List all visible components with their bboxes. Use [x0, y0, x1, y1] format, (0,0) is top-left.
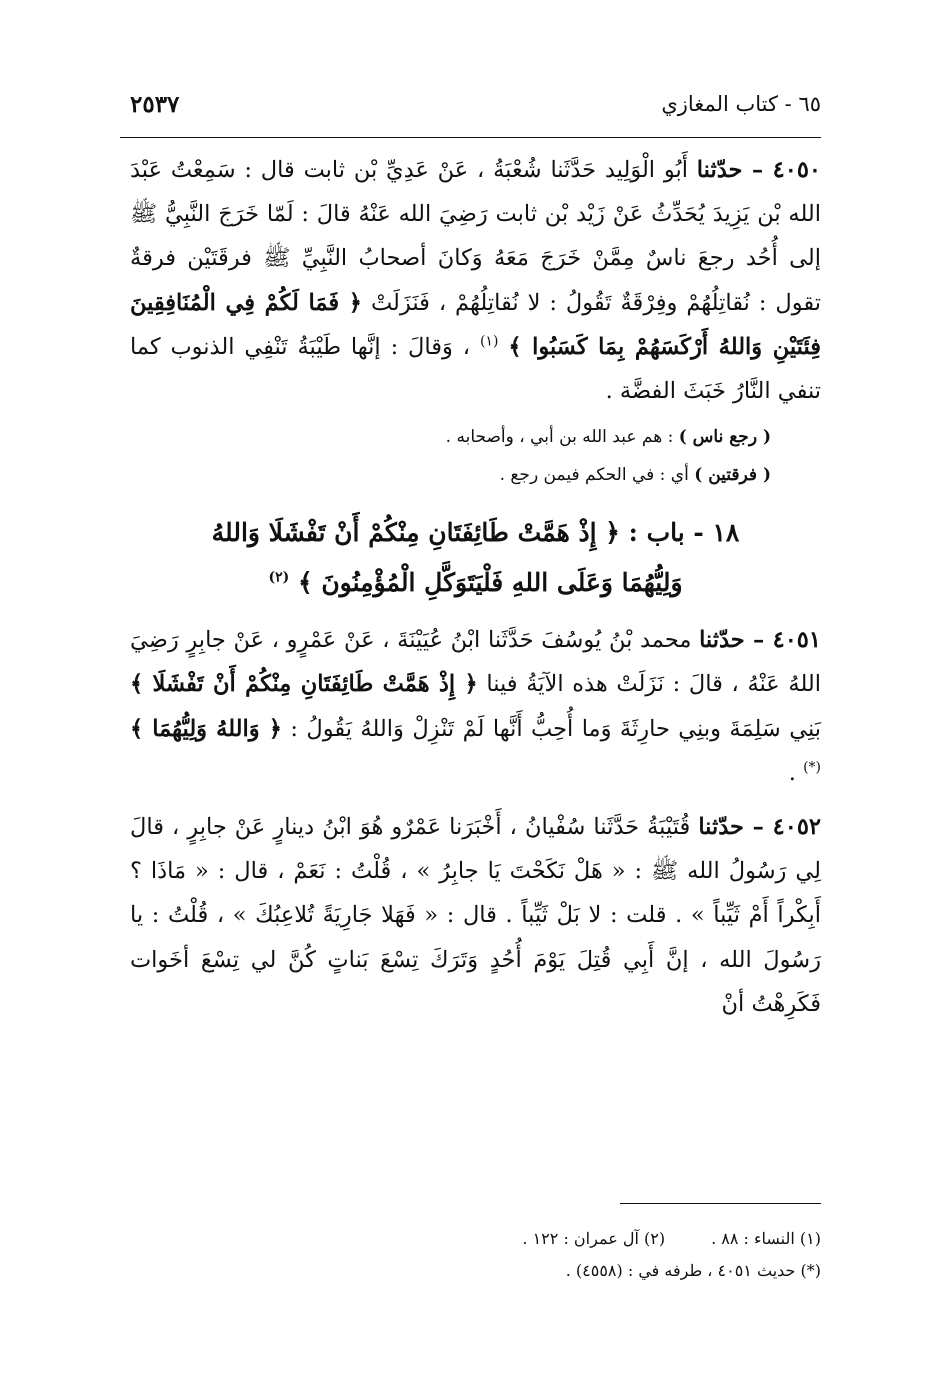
- hadith-text: محمد بْنُ يُوسُفَ حَدَّثَنا ابْنُ عُيَيْنَةَ ، عَنْ عَمْرٍو ، عَنْ جابِرٍ رَضِيَ اللهُ عَنْهُ ، قالَ : نَزَلَتْ هذه الآيَةُ فينا: [130, 627, 821, 698]
- chapter-line-text: وَلِيُّهُمَا وَعَلَى اللهِ فَلْيَتَوَكَّلِ الْمُؤْمِنُونَ ﴾: [297, 568, 683, 598]
- footnote-rule: [620, 1203, 821, 1204]
- hadith-4051: [130, 618, 821, 795]
- hadith-text: ، وَقالَ : إنَّها طَيْبَةُ تَنْفِي الذنوب كما تنفي النَّارُ خَبَثَ الفضَّة .: [130, 333, 821, 405]
- hadith-number: ٤٠٥٠: [772, 157, 821, 183]
- gloss-text: : هم عبد الله بن أبي ، وأصحابه .: [445, 427, 679, 448]
- hadith-4050: [130, 148, 821, 413]
- hadith-dash: –: [744, 627, 773, 654]
- hadith-text: بَنِي سَلِمَةَ وبنِي حارِثَةَ وَما أُحِبُّ أَنَّها لَمْ تَنْزِلْ وَاللهُ يَقُولُ :: [281, 715, 821, 742]
- main-text: [130, 148, 821, 1026]
- chapter-line-2: [130, 558, 821, 608]
- hadith-4052: [130, 805, 821, 1026]
- gloss-note: [130, 463, 771, 488]
- hadith-lead: حدّثنا: [699, 627, 745, 654]
- hadith-dash: –: [743, 814, 773, 841]
- chapter-heading: [130, 508, 821, 608]
- hadith-lead: حدّثنا: [696, 157, 743, 183]
- gloss-term: ( رجع ناس ): [678, 427, 771, 448]
- hadith-text: .: [788, 759, 804, 786]
- footnotes: [300, 1223, 821, 1287]
- footnote-ref: (*): [803, 759, 821, 776]
- hadith-lead: حدّثنا: [698, 814, 744, 841]
- hadith-number: ٤٠٥٢: [772, 814, 821, 841]
- footnote-3: (*) حديث ٤٠٥١ ، طرفه في : (٤٥٥٨) .: [565, 1261, 821, 1280]
- gloss-text: أي : في الحكم فيمن رجع .: [499, 465, 695, 486]
- footnote-1: (١) النساء : ٨٨ .: [711, 1229, 821, 1248]
- footnote-ref: (٢): [268, 569, 290, 586]
- quran-verse: ﴿ إِذْ هَمَّتْ طَائِفَتَانِ مِنْكُمْ أَنْ تَفْشَلَا ﴾: [130, 671, 478, 698]
- page-header: [130, 84, 821, 124]
- footnote-row: [300, 1223, 821, 1255]
- quran-verse: ﴿ فَمَا لَكُمْ فِي الْمُنَافِقِينَ فِئَتَيْنِ وَاللهُ أَرْكَسَهُمْ بِمَا كَسَبُوا ﴾: [130, 289, 821, 360]
- chapter-line: ١٨ - باب : ﴿ إِذْ هَمَّتْ طَائِفَتَانِ مِنْكُمْ أَنْ تَفْشَلَا وَاللهُ: [211, 518, 740, 548]
- gloss-term: ( فرقتين ): [694, 465, 771, 486]
- hadith-text: أَبُو الْوَلِيد حَدَّثَنا شُعْبَةُ ، عَنْ عَدِيِّ بْن ثابت قال : سَمِعْتُ عَبْدَ الله بْن يَزِيدَ يُحَدِّثُ عَنْ زَيْد بْن ثابت رَضِيَ الله عَنْهُ قالَ : لَمّا خَرَجَ النَّبِيُّ ﷺ إلى أُحُد رجعَ ناسٌ مِمَّنْ خَرَجَ مَعَهُ وَكانَ أصحابُ النَّبِيِّ ﷺ فرقَتَيْن فرقةٌ تقول : نُقاتِلُهُمْ وفِرْقَةٌ تَقُولُ : لا نُقاتِلُهُمْ ، فَنَزَلَتْ: [130, 157, 822, 316]
- gloss-note: [130, 425, 771, 450]
- footnote-2: (٢) آل عمران : ١٢٢ .: [522, 1229, 666, 1248]
- header-rule: [120, 137, 821, 138]
- quran-verse: ﴿ وَاللهُ وَلِيُّهُمَا ﴾: [130, 715, 282, 742]
- hadith-number: ٤٠٥١: [772, 627, 821, 654]
- running-title: ٦٥ - كتاب المغازي: [661, 92, 821, 116]
- hadith-text: قُتَيْبَةُ حَدَّثَنا سُفْيانُ ، أَخْبَرَنا عَمْرٌو هُوَ ابْنُ دينارٍ عَنْ جابِرٍ ، قالَ لِي رَسُولُ الله ﷺ : « هَلْ نَكَحْتَ يَا جابِرُ » ، قُلْتُ : نَعَمْ ، قال : « مَاذَا ؟ أَبِكْراً أَمْ ثَيِّباً » . قلت : لا بَلْ ثَيِّباً . قال : « فَهَلا جَارِيَةً تُلاعِبُكَ » ، قُلْتُ : يا رَسُولَ الله ، إنَّ أَبِي قُتِلَ يَوْمَ أُحُدٍ وَتَرَكَ تِسْعَ بَناتٍ كُنَّ لي تِسْعَ أخَوات فَكَرِهْتُ أنْ: [130, 814, 821, 1017]
- footnote-ref: (١): [479, 333, 499, 350]
- page-number: ٢٥٣٧: [130, 90, 180, 118]
- hadith-dash: –: [742, 157, 773, 183]
